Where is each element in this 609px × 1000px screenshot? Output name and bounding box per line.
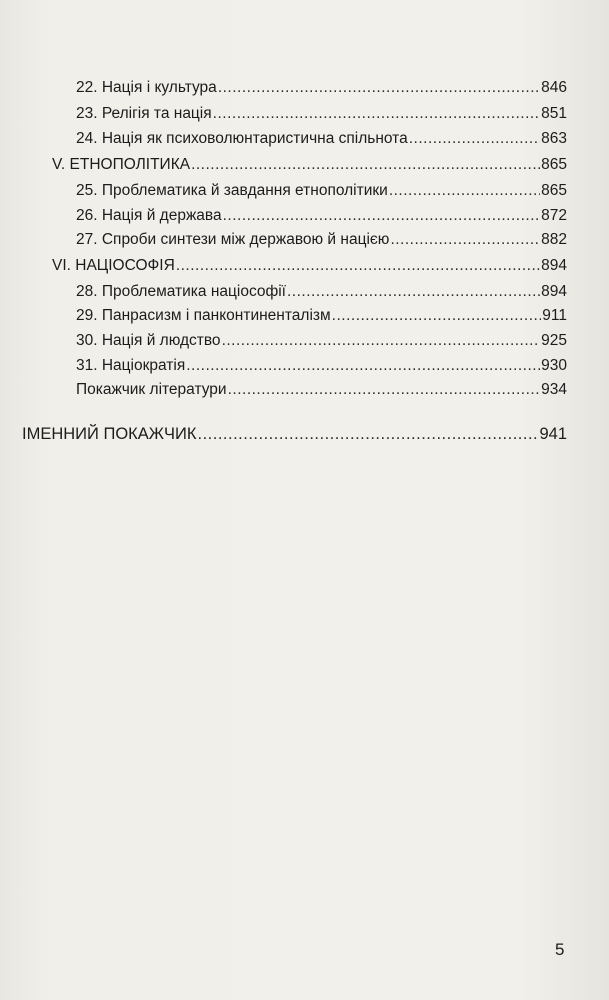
toc-entry [76, 306, 567, 326]
toc-leader-dots [228, 380, 541, 400]
toc-leader-dots [390, 230, 540, 250]
toc-leader-dots [389, 181, 540, 201]
toc-leader-dots [409, 129, 540, 149]
toc-entry-page: 911 [542, 307, 567, 324]
toc-entry-label: 23. Релігія та нація [76, 105, 212, 122]
toc-entry [76, 129, 567, 149]
toc-entry [76, 78, 567, 98]
toc-entry-label: 25. Проблематика й завдання етнополітики [76, 182, 388, 199]
toc-entry [76, 380, 567, 400]
toc-entry-label: VI. НАЦІОСОФІЯ [52, 257, 175, 274]
toc-leader-dots [176, 256, 540, 276]
toc-leader-dots [222, 331, 541, 351]
toc-entry [76, 206, 567, 226]
toc-leader-dots [213, 104, 540, 124]
toc-entry-label: V. ЕТНОПОЛІТИКА [52, 156, 191, 173]
toc-entry-page: 865 [541, 156, 567, 173]
toc-entry [76, 356, 567, 376]
toc-entry-page: 865 [541, 182, 567, 199]
toc-leader-dots [191, 155, 540, 175]
toc-entry [76, 282, 567, 302]
toc-leader-dots [186, 356, 540, 376]
toc-entry-page: 863 [541, 130, 567, 147]
toc-entry [76, 230, 567, 250]
toc-entry-label: 31. Націократія [76, 357, 186, 374]
toc-entry-label: 29. Панрасизм і панконтиненталізм [76, 307, 331, 324]
toc-section-entry [52, 256, 567, 276]
toc-entry [76, 181, 567, 201]
toc-entry-label: 30. Нація й людство [76, 332, 221, 349]
page-number: 5 [555, 940, 565, 959]
toc-entry-label: 28. Проблематика націософії [76, 283, 286, 300]
toc-entry-page: 851 [541, 105, 567, 122]
toc-entry-label: 26. Нація й держава [76, 207, 222, 224]
toc-entry-label: 27. Спроби синтези між державою й нацією [76, 231, 390, 248]
toc-entry-label: 22. Нація і культура [76, 79, 217, 96]
toc-leader-dots [218, 78, 540, 98]
toc-entry-page: 882 [541, 231, 567, 248]
toc-entry-page: 894 [541, 257, 567, 274]
toc-entry-page: 846 [541, 79, 567, 96]
toc-leader-dots [332, 306, 542, 326]
toc-leader-dots [287, 282, 540, 302]
toc-index-entry [22, 424, 567, 444]
toc-leader-dots [223, 206, 541, 226]
toc-entry-page: 894 [541, 283, 567, 300]
toc-leader-dots [197, 424, 538, 444]
toc-entry-page: 934 [541, 381, 567, 398]
toc-section-entry [52, 155, 567, 175]
toc-entry-page: 925 [541, 332, 567, 349]
toc-entry-page: 872 [541, 207, 567, 224]
toc-entry [76, 104, 567, 124]
toc-entry-label: Покажчик літератури [76, 381, 227, 398]
toc-entry-page: 941 [539, 425, 567, 443]
toc-entry-label: ІМЕННИЙ ПОКАЖЧИК [22, 425, 197, 443]
toc-entry [76, 331, 567, 351]
toc-entry-label: 24. Нація як психоволюнтаристична спільнота [76, 130, 408, 147]
toc-entry-page: 930 [541, 357, 567, 374]
